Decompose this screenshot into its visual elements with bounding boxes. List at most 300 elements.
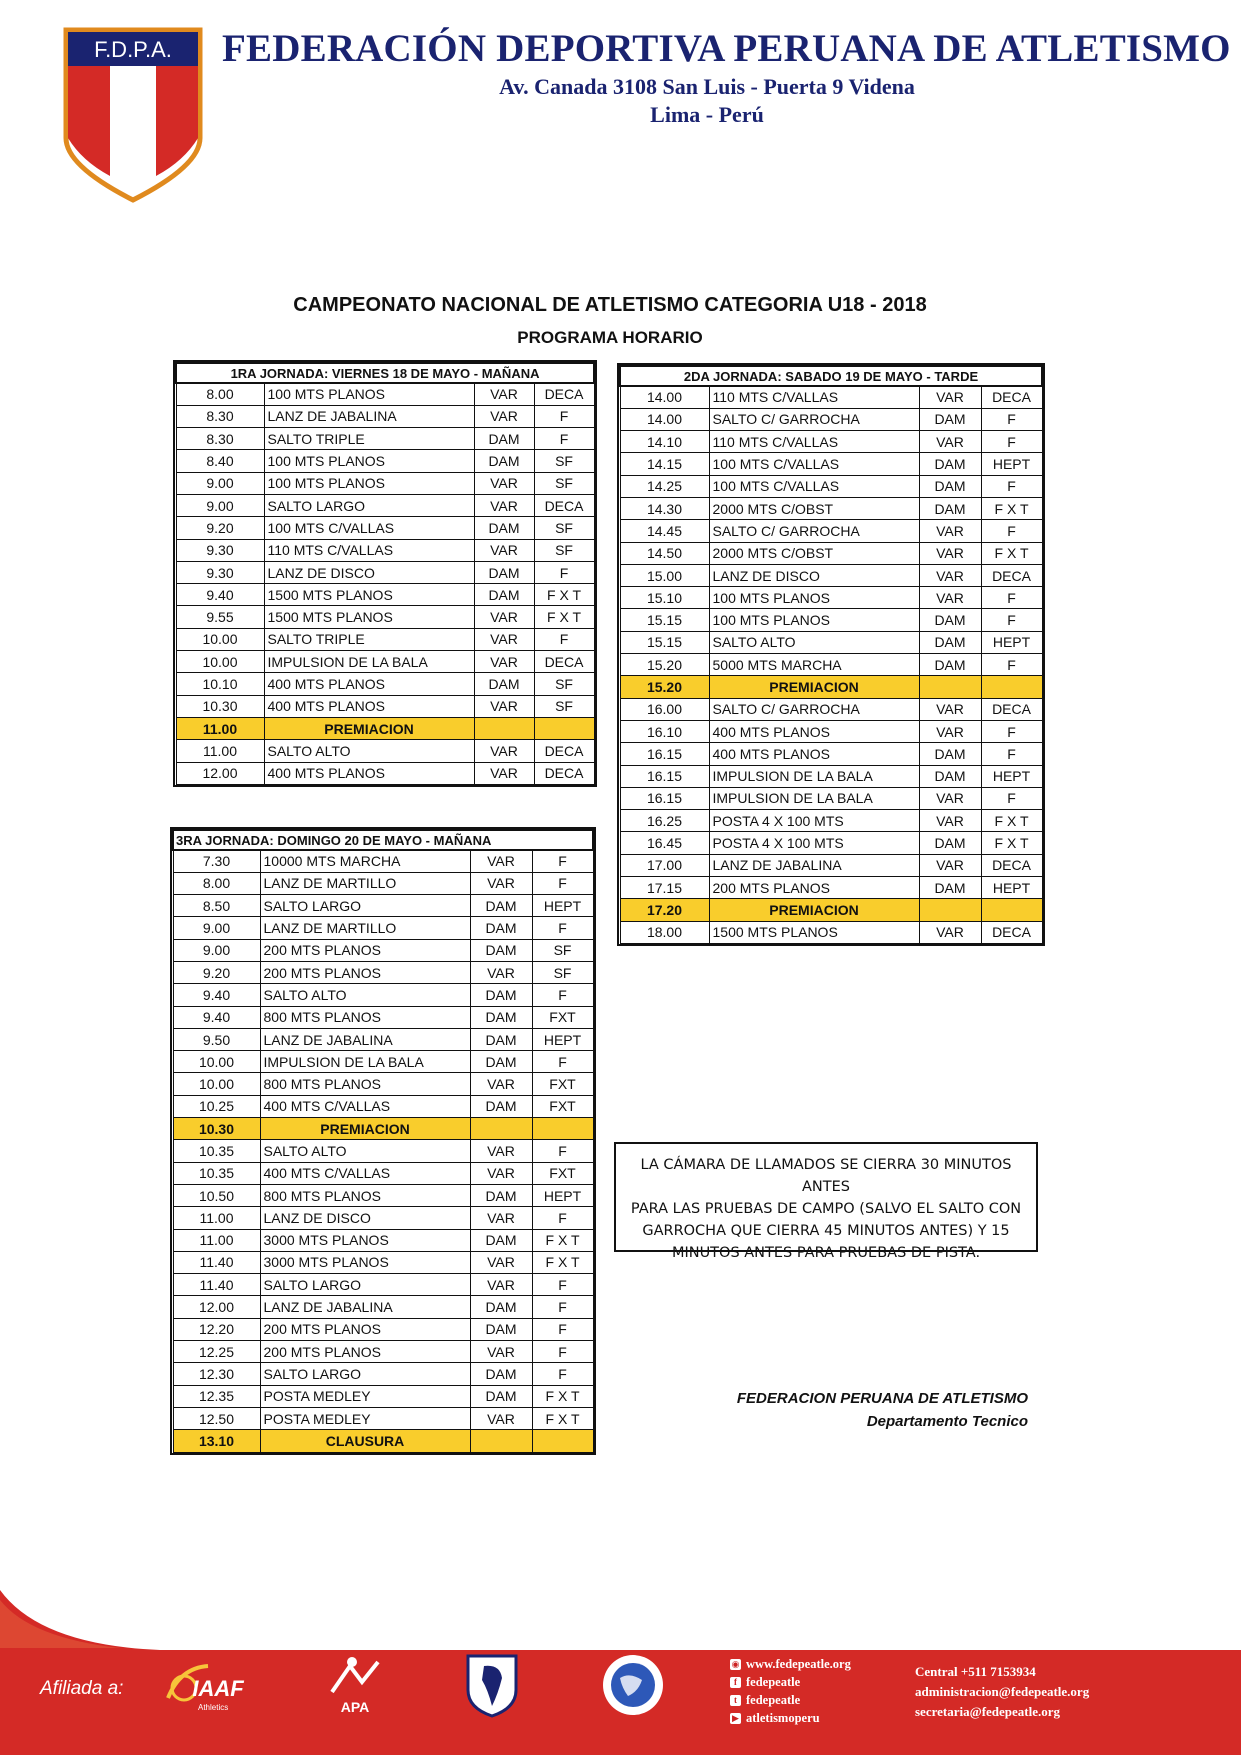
event-category: VAR (470, 1207, 532, 1229)
event-category: DAM (919, 497, 981, 519)
event-name: 100 MTS PLANOS (264, 472, 474, 494)
event-round: F X T (532, 1407, 593, 1429)
schedule-row (173, 939, 593, 961)
event-time: 12.20 (173, 1318, 260, 1340)
event-category (474, 717, 534, 739)
schedule-row (173, 984, 593, 1006)
event-name: SALTO TRIPLE (264, 628, 474, 650)
event-time: 15.00 (620, 564, 709, 586)
event-category: DAM (474, 450, 534, 472)
event-time: 11.00 (176, 740, 264, 762)
event-round: F (981, 408, 1042, 430)
event-category: DAM (470, 1006, 532, 1028)
youtube-icon: ▶ (730, 1713, 741, 1724)
event-name: PREMIACION (260, 1118, 470, 1140)
event-round: SF (534, 517, 594, 539)
event-name: SALTO LARGO (260, 1363, 470, 1385)
event-name: 100 MTS PLANOS (709, 609, 919, 631)
event-time: 10.00 (173, 1051, 260, 1073)
event-category: DAM (919, 765, 981, 787)
event-name: LANZ DE JABALINA (709, 854, 919, 876)
event-time: 9.00 (173, 917, 260, 939)
schedule-row (173, 1028, 593, 1050)
event-name: 2000 MTS C/OBST (709, 542, 919, 564)
event-round: DECA (534, 740, 594, 762)
event-time: 9.00 (176, 494, 264, 516)
event-round: F (532, 1051, 593, 1073)
event-name: 400 MTS PLANOS (709, 743, 919, 765)
event-category: VAR (474, 472, 534, 494)
event-category: DAM (470, 895, 532, 917)
event-round: DECA (534, 762, 594, 784)
event-time: 12.00 (173, 1296, 260, 1318)
event-category: VAR (474, 606, 534, 628)
event-category: DAM (470, 1095, 532, 1117)
schedule-row (173, 872, 593, 894)
event-round: F (532, 1140, 593, 1162)
event-name: 1500 MTS PLANOS (264, 584, 474, 606)
event-time: 15.20 (620, 654, 709, 676)
schedule-row (173, 1385, 593, 1407)
call-room-note (614, 1142, 1038, 1261)
event-round: DECA (981, 386, 1042, 408)
event-round: F X T (534, 584, 594, 606)
event-round: F (981, 743, 1042, 765)
event-name: 100 MTS PLANOS (709, 587, 919, 609)
event-round: F (532, 1296, 593, 1318)
event-time: 12.50 (173, 1407, 260, 1429)
event-round: F X T (981, 542, 1042, 564)
event-round: DECA (534, 651, 594, 673)
event-category: DAM (919, 654, 981, 676)
event-time: 11.00 (176, 717, 264, 739)
event-time: 14.00 (620, 408, 709, 430)
social-links (730, 1655, 851, 1727)
event-round (981, 899, 1042, 921)
schedule-row (173, 1118, 593, 1140)
event-time: 18.00 (620, 921, 709, 943)
event-category: VAR (470, 961, 532, 983)
note-line: PARA LAS PRUEBAS DE CAMPO (SALVO EL SALTO CON (630, 1201, 1022, 1217)
event-category: DAM (470, 917, 532, 939)
event-round: F (534, 561, 594, 583)
event-time: 14.45 (620, 520, 709, 542)
event-name: IMPULSION DE LA BALA (264, 651, 474, 673)
schedule-row (620, 564, 1042, 586)
schedule-row (176, 561, 594, 583)
event-category (919, 899, 981, 921)
schedule-row (176, 584, 594, 606)
event-category (470, 1118, 532, 1140)
event-round: F (981, 431, 1042, 453)
event-round: FXT (532, 1073, 593, 1095)
event-category: VAR (470, 872, 532, 894)
event-time: 9.20 (173, 961, 260, 983)
event-time: 15.20 (620, 676, 709, 698)
note-line: GARROCHA QUE CIERRA 45 MINUTOS ANTES) Y 15 (642, 1223, 1010, 1239)
schedule-row (620, 408, 1042, 430)
schedule-row (173, 1095, 593, 1117)
event-round: F (534, 628, 594, 650)
schedule-row (620, 765, 1042, 787)
schedule-row (176, 628, 594, 650)
schedule-row (176, 762, 594, 784)
event-round: F (981, 609, 1042, 631)
event-category: VAR (470, 1341, 532, 1363)
schedule-row (173, 1407, 593, 1429)
event-time: 17.15 (620, 877, 709, 899)
event-name: IMPULSION DE LA BALA (709, 787, 919, 809)
event-name: 2000 MTS C/OBST (709, 497, 919, 519)
event-round: DECA (981, 564, 1042, 586)
event-category: DAM (474, 584, 534, 606)
event-time: 9.40 (173, 1006, 260, 1028)
event-time: 16.15 (620, 787, 709, 809)
event-name: SALTO LARGO (260, 895, 470, 917)
admin-email-link[interactable]: administracion@fedepeatle.org (915, 1684, 1090, 1699)
event-name: 110 MTS C/VALLAS (264, 539, 474, 561)
event-name: 200 MTS PLANOS (260, 1341, 470, 1363)
organization-city: Lima - Perú (650, 102, 764, 127)
event-category: VAR (919, 587, 981, 609)
day1-heading: 1RA JORNADA: VIERNES 18 DE MAYO - MAÑANA (176, 363, 594, 383)
schedule-row (620, 698, 1042, 720)
affiliated-label: Afiliada a: (40, 1678, 124, 1699)
event-time: 9.00 (173, 939, 260, 961)
event-category (919, 676, 981, 698)
event-name: LANZ DE JABALINA (260, 1028, 470, 1050)
event-name: SALTO LARGO (260, 1274, 470, 1296)
event-name: LANZ DE DISCO (709, 564, 919, 586)
event-round: DECA (981, 854, 1042, 876)
event-round: F (981, 787, 1042, 809)
event-round: F X T (981, 810, 1042, 832)
schedule-row (176, 450, 594, 472)
event-name: SALTO ALTO (264, 740, 474, 762)
youtube-link[interactable]: atletismoperu (746, 1711, 820, 1725)
event-name: 400 MTS C/VALLAS (260, 1162, 470, 1184)
schedule-row (173, 1207, 593, 1229)
event-name: 400 MTS C/VALLAS (260, 1095, 470, 1117)
event-category: DAM (474, 428, 534, 450)
event-name: SALTO C/ GARROCHA (709, 698, 919, 720)
event-name: PREMIACION (709, 899, 919, 921)
event-round: SF (532, 939, 593, 961)
day3-schedule-table (172, 829, 594, 1453)
event-name: 100 MTS C/VALLAS (709, 475, 919, 497)
apa-logo (322, 1652, 388, 1718)
schedule-row (173, 1051, 593, 1073)
event-time: 11.00 (173, 1207, 260, 1229)
event-name: IMPULSION DE LA BALA (260, 1051, 470, 1073)
event-category: VAR (919, 787, 981, 809)
event-category: DAM (470, 939, 532, 961)
schedule-row (173, 1363, 593, 1385)
website-link[interactable]: www.fedepeatle.org (746, 1657, 851, 1671)
schedule-row (176, 717, 594, 739)
event-time: 9.20 (176, 517, 264, 539)
event-name: POSTA MEDLEY (260, 1385, 470, 1407)
event-time: 12.35 (173, 1385, 260, 1407)
schedule-row (176, 405, 594, 427)
event-time: 11.40 (173, 1251, 260, 1273)
schedule-row (620, 386, 1042, 408)
schedule-row (620, 787, 1042, 809)
event-round: HEPT (532, 1028, 593, 1050)
event-time: 10.50 (173, 1184, 260, 1206)
schedule-row (173, 1274, 593, 1296)
event-subtitle: PROGRAMA HORARIO (517, 328, 703, 347)
event-name: IMPULSION DE LA BALA (709, 765, 919, 787)
schedule-row (176, 651, 594, 673)
event-category: DAM (919, 631, 981, 653)
schedule-row (620, 676, 1042, 698)
event-time: 8.40 (176, 450, 264, 472)
schedule-row (620, 654, 1042, 676)
event-name: 3000 MTS PLANOS (260, 1251, 470, 1273)
event-category: VAR (474, 695, 534, 717)
event-name: 100 MTS PLANOS (264, 450, 474, 472)
event-round: F (981, 654, 1042, 676)
schedule-row (173, 1073, 593, 1095)
event-round: F (532, 1363, 593, 1385)
event-category: VAR (919, 386, 981, 408)
schedule-row (173, 1162, 593, 1184)
schedule-row (173, 1229, 593, 1251)
event-round: F (981, 520, 1042, 542)
event-round: HEPT (981, 765, 1042, 787)
event-category: DAM (919, 609, 981, 631)
schedule-row (620, 587, 1042, 609)
event-time: 10.30 (173, 1118, 260, 1140)
event-round: F X T (532, 1229, 593, 1251)
event-round: SF (534, 695, 594, 717)
event-time: 14.00 (620, 386, 709, 408)
event-time: 9.00 (176, 472, 264, 494)
event-category: VAR (474, 405, 534, 427)
event-category: VAR (470, 1407, 532, 1429)
event-name: 1500 MTS PLANOS (264, 606, 474, 628)
event-category: VAR (919, 921, 981, 943)
event-round: DECA (534, 383, 594, 405)
event-category: VAR (470, 1140, 532, 1162)
event-round: HEPT (981, 631, 1042, 653)
event-round: F (532, 1274, 593, 1296)
event-category: VAR (919, 431, 981, 453)
event-round: FXT (532, 1095, 593, 1117)
event-round (532, 1430, 593, 1452)
event-round: F (534, 428, 594, 450)
event-category: DAM (470, 1363, 532, 1385)
schedule-row (173, 1184, 593, 1206)
event-category: VAR (919, 854, 981, 876)
event-category: VAR (919, 810, 981, 832)
event-round: SF (534, 673, 594, 695)
event-title: CAMPEONATO NACIONAL DE ATLETISMO CATEGORIA U18 - 2018 (293, 294, 927, 316)
event-category: VAR (919, 720, 981, 742)
event-time: 12.00 (176, 762, 264, 784)
event-time: 7.30 (173, 850, 260, 872)
event-round: F (532, 850, 593, 872)
schedule-row (176, 517, 594, 539)
event-time: 11.40 (173, 1274, 260, 1296)
event-category: VAR (470, 1162, 532, 1184)
event-category: DAM (919, 408, 981, 430)
contact-info (915, 1662, 1089, 1722)
schedule-row (620, 877, 1042, 899)
schedule-row (620, 810, 1042, 832)
note-line: MINUTOS ANTES PARA PRUEBAS DE PISTA. (671, 1245, 981, 1261)
signature-department: Departamento Tecnico (866, 1413, 1028, 1430)
event-time: 17.00 (620, 854, 709, 876)
schedule-row (173, 1296, 593, 1318)
event-time: 15.15 (620, 609, 709, 631)
event-name: 800 MTS PLANOS (260, 1006, 470, 1028)
event-category: VAR (470, 1251, 532, 1273)
event-name: 200 MTS PLANOS (260, 961, 470, 983)
schedule-row (173, 917, 593, 939)
event-time: 14.50 (620, 542, 709, 564)
twitter-link[interactable]: fedepeatle (746, 1693, 801, 1707)
event-time: 10.30 (176, 695, 264, 717)
event-name: SALTO TRIPLE (264, 428, 474, 450)
shield-text: F.D.P.A. (94, 37, 172, 62)
event-round: F X T (534, 606, 594, 628)
iaaf-text: IAAF (192, 1676, 244, 1701)
event-category: VAR (919, 564, 981, 586)
event-name: SALTO ALTO (709, 631, 919, 653)
event-name: 100 MTS C/VALLAS (264, 517, 474, 539)
event-name: LANZ DE MARTILLO (260, 872, 470, 894)
event-round (534, 717, 594, 739)
event-name: 5000 MTS MARCHA (709, 654, 919, 676)
event-name: 200 MTS PLANOS (709, 877, 919, 899)
event-time: 9.55 (176, 606, 264, 628)
event-time: 10.35 (173, 1140, 260, 1162)
event-time: 9.50 (173, 1028, 260, 1050)
event-name: PREMIACION (709, 676, 919, 698)
event-round: DECA (534, 494, 594, 516)
event-time: 10.00 (176, 651, 264, 673)
event-name: LANZ DE JABALINA (264, 405, 474, 427)
secretary-email-link[interactable]: secretaria@fedepeatle.org (915, 1704, 1061, 1719)
event-time: 16.15 (620, 743, 709, 765)
event-category: VAR (474, 651, 534, 673)
event-category: VAR (474, 539, 534, 561)
event-category: DAM (470, 1229, 532, 1251)
event-category (470, 1430, 532, 1452)
event-time: 9.30 (176, 539, 264, 561)
event-name: 200 MTS PLANOS (260, 1318, 470, 1340)
schedule-row (620, 631, 1042, 653)
schedule-row (173, 850, 593, 872)
event-round: F (981, 587, 1042, 609)
schedule-row (620, 497, 1042, 519)
event-name: SALTO LARGO (264, 494, 474, 516)
event-round: SF (534, 539, 594, 561)
note-line: LA CÁMARA DE LLAMADOS SE CIERRA 30 MINUTOS ANTES (640, 1157, 1012, 1195)
event-category: DAM (919, 832, 981, 854)
event-time: 16.15 (620, 765, 709, 787)
fdpa-shield-logo (62, 26, 204, 204)
schedule-row (173, 1140, 593, 1162)
event-round: SF (534, 450, 594, 472)
event-name: 100 MTS C/VALLAS (709, 453, 919, 475)
event-time: 16.25 (620, 810, 709, 832)
event-name: 400 MTS PLANOS (264, 695, 474, 717)
event-time: 8.50 (173, 895, 260, 917)
event-round: DECA (981, 698, 1042, 720)
event-name: 110 MTS C/VALLAS (709, 431, 919, 453)
schedule-row (173, 1318, 593, 1340)
event-time: 9.30 (176, 561, 264, 583)
schedule-row (173, 895, 593, 917)
event-name: LANZ DE DISCO (264, 561, 474, 583)
event-time: 17.20 (620, 899, 709, 921)
event-round: F (532, 984, 593, 1006)
globe-emblem-logo (600, 1652, 666, 1718)
event-time: 16.10 (620, 720, 709, 742)
event-time: 10.00 (173, 1073, 260, 1095)
schedule-row (176, 383, 594, 405)
event-name: SALTO C/ GARROCHA (709, 408, 919, 430)
event-name: LANZ DE DISCO (260, 1207, 470, 1229)
event-category: VAR (474, 762, 534, 784)
event-category: DAM (919, 453, 981, 475)
event-round: F (532, 872, 593, 894)
event-category: VAR (470, 1274, 532, 1296)
organization-address: Av. Canada 3108 San Luis - Puerta 9 Videna (499, 74, 915, 99)
consudatle-logo (462, 1650, 522, 1720)
facebook-link[interactable]: fedepeatle (746, 1675, 801, 1689)
schedule-row (620, 609, 1042, 631)
schedule-row (620, 453, 1042, 475)
event-category: DAM (474, 673, 534, 695)
schedule-row (173, 1251, 593, 1273)
event-name: 200 MTS PLANOS (260, 939, 470, 961)
event-time: 14.25 (620, 475, 709, 497)
event-name: PREMIACION (264, 717, 474, 739)
day1-schedule-table (175, 362, 595, 785)
event-category: VAR (474, 383, 534, 405)
event-category: DAM (919, 877, 981, 899)
event-round: SF (532, 961, 593, 983)
schedule-row (173, 961, 593, 983)
event-round: FXT (532, 1006, 593, 1028)
schedule-row (620, 921, 1042, 943)
day2-schedule-table (619, 365, 1043, 944)
event-name: POSTA MEDLEY (260, 1407, 470, 1429)
event-round: HEPT (532, 895, 593, 917)
event-name: 400 MTS PLANOS (264, 673, 474, 695)
event-category: DAM (470, 1184, 532, 1206)
event-round: F X T (532, 1385, 593, 1407)
schedule-row (176, 494, 594, 516)
event-round: F (532, 1341, 593, 1363)
event-round: F (532, 1207, 593, 1229)
event-category: VAR (474, 494, 534, 516)
event-time: 16.00 (620, 698, 709, 720)
event-name: 100 MTS PLANOS (264, 383, 474, 405)
schedule-row (176, 472, 594, 494)
event-name: 10000 MTS MARCHA (260, 850, 470, 872)
schedule-row (173, 1430, 593, 1452)
event-time: 9.40 (176, 584, 264, 606)
event-category: VAR (474, 628, 534, 650)
organization-title: FEDERACIÓN DEPORTIVA PERUANA DE ATLETISMO (222, 27, 1231, 70)
event-round: F (981, 720, 1042, 742)
day2-heading: 2DA JORNADA: SABADO 19 DE MAYO - TARDE (620, 366, 1042, 386)
